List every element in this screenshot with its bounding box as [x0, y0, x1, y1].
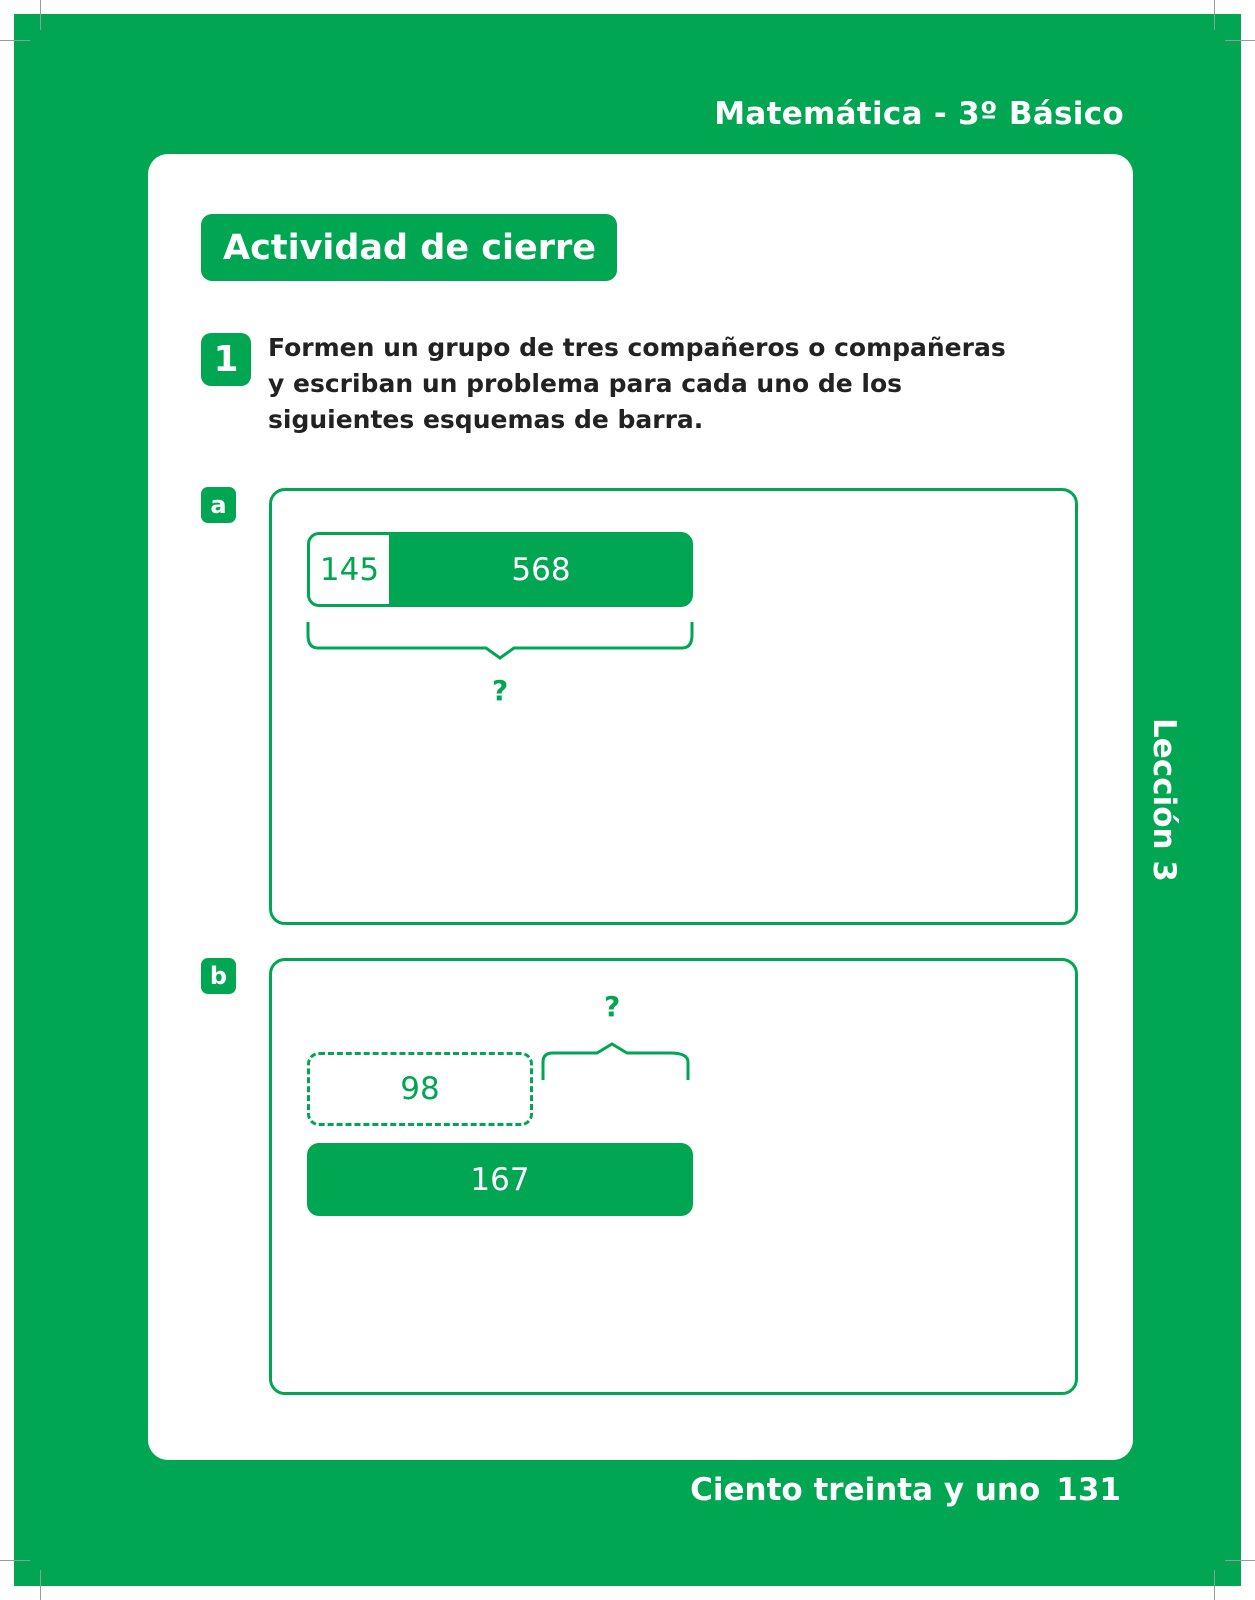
part-b-label: b [201, 958, 236, 994]
page-number: 131 [1056, 1472, 1121, 1508]
part-b-brace [535, 1040, 695, 1082]
part-b-total-bar: 167 [307, 1143, 693, 1216]
part-a-segment-rest: 568 [389, 532, 693, 607]
part-a-label: a [201, 487, 236, 523]
question-text: Formen un grupo de tres compañeros o compañeras y escriban un problema para cada uno de los siguientes esquemas de barra. [268, 333, 1006, 434]
page-number-words: Ciento treinta y uno [690, 1472, 1041, 1508]
part-a-segment-known: 145 [307, 532, 389, 607]
crop-mark [40, 0, 41, 30]
crop-mark [40, 1570, 41, 1600]
part-b-known-segment: 98 [307, 1052, 533, 1126]
crop-mark [0, 40, 30, 41]
part-b-unknown-question: ? [604, 990, 621, 1023]
page-header-title: Matemática - 3º Básico [714, 96, 1124, 132]
crop-mark [1225, 1560, 1255, 1561]
crop-mark [1214, 1570, 1215, 1600]
part-a-total-question: ? [492, 674, 509, 707]
question-number: 1 [201, 333, 251, 386]
lesson-side-label: Lección 3 [1146, 718, 1182, 882]
part-a-brace [300, 620, 700, 660]
crop-mark [1214, 0, 1215, 30]
crop-mark [1225, 40, 1255, 41]
section-tag: Actividad de cierre [201, 214, 617, 281]
page-footer [690, 1472, 1121, 1508]
crop-mark [0, 1560, 30, 1561]
